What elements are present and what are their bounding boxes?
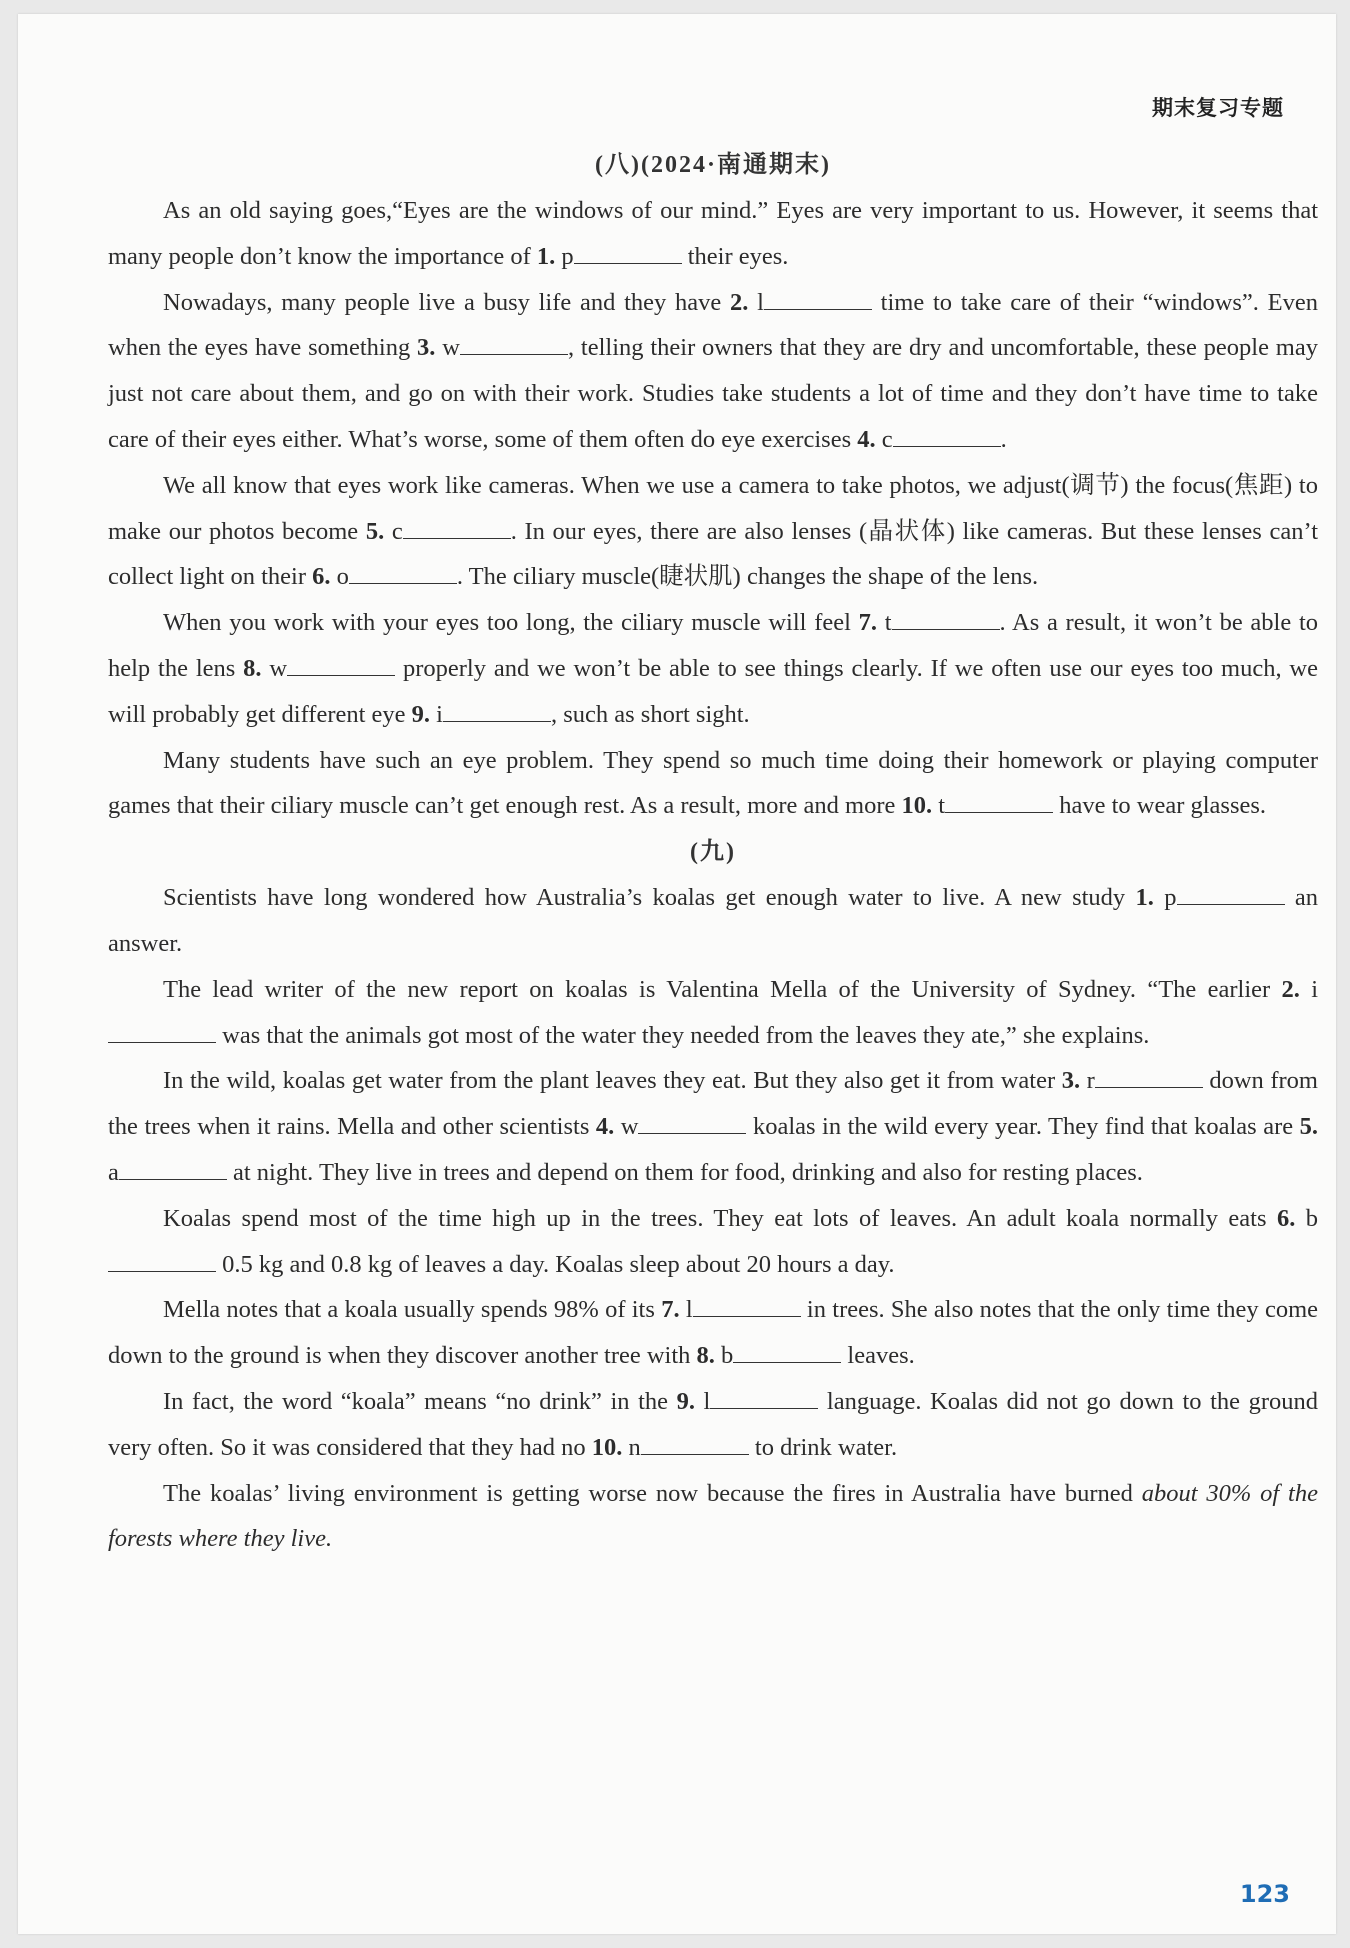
blank-initial-letter: t xyxy=(932,792,946,820)
worksheet-page xyxy=(18,14,1336,1934)
blank-initial-letter: i xyxy=(430,700,443,728)
answer-blank[interactable] xyxy=(574,243,682,264)
question-number: 1. xyxy=(536,242,556,270)
blank-initial-letter: p xyxy=(1153,884,1177,912)
passage-paragraph xyxy=(108,738,1318,830)
passage-paragraph xyxy=(108,463,1318,600)
question-number: 4. xyxy=(857,425,876,453)
question-number: 3. xyxy=(1061,1067,1081,1095)
answer-blank[interactable] xyxy=(108,1251,216,1272)
paragraph-text: Many students have such an eye problem. They spend so much time doing their homework or playing computer games that their ciliary muscle can’t get enough rest. As a result, more and more xyxy=(108,746,1318,820)
passage-paragraph xyxy=(108,1379,1318,1471)
blank-initial-letter: c xyxy=(384,517,403,545)
paragraph-text: . In our eyes, there are also lenses (晶状体) like cameras. But these lenses can’t collect light on their xyxy=(108,517,1318,591)
answer-blank[interactable] xyxy=(641,1434,749,1455)
blank-initial-letter: b xyxy=(714,1342,734,1370)
paragraph-text: The lead writer of the new report on koalas is Valentina Mella of the University of Sydney. “The earlier xyxy=(163,975,1282,1003)
paragraph-text: . As a result, it won’t be able to help the lens xyxy=(108,609,1319,682)
blank-initial-letter: c xyxy=(875,425,893,453)
paragraph-text: We all know that eyes work like cameras. When we use a camera to take photos, we adjust(调节) the focus(焦距) to make our photos become xyxy=(108,471,1318,545)
passage-paragraph xyxy=(108,1287,1318,1379)
question-number: 3. xyxy=(417,334,436,362)
question-number: 5. xyxy=(365,517,385,545)
paragraph-text: In fact, the word “koala” means “no drink” in the xyxy=(163,1387,677,1415)
blank-initial-letter: o xyxy=(330,563,349,591)
answer-blank[interactable] xyxy=(287,655,395,676)
answer-blank[interactable] xyxy=(460,334,568,355)
paragraph-text: time to take care of their “windows”. Even when the eyes have something xyxy=(108,288,1318,362)
passage-paragraph xyxy=(108,600,1318,737)
paragraph-text: Nowadays, many people live a busy life and they have xyxy=(163,288,730,316)
question-number: 6. xyxy=(312,563,331,591)
blank-initial-letter: b xyxy=(1295,1204,1319,1232)
answer-blank[interactable] xyxy=(119,1159,227,1180)
paragraph-text: As an old saying goes,“Eyes are the windows of our mind.” Eyes are very important to us. However, it seems that many people don’t know the importance of xyxy=(108,197,1318,270)
blank-initial-letter: w xyxy=(435,334,460,362)
answer-blank[interactable] xyxy=(710,1388,818,1409)
question-number: 1. xyxy=(1135,884,1154,912)
question-number: 5. xyxy=(1299,1113,1318,1141)
paragraph-text: an answer. xyxy=(108,884,1319,957)
paragraph-text: In the wild, koalas get water from the plant leaves they eat. But they also get it from water xyxy=(163,1067,1062,1095)
answer-blank[interactable] xyxy=(693,1296,801,1317)
blank-initial-letter: w xyxy=(614,1113,639,1141)
question-number: 2. xyxy=(1281,975,1300,1003)
answer-blank[interactable] xyxy=(764,289,872,310)
paragraph-text: down from the trees when it rains. Mella and other scientists xyxy=(108,1067,1318,1141)
passage-paragraph xyxy=(108,875,1318,967)
paragraph-text: Scientists have long wondered how Australia’s koalas get enough water to live. A new study xyxy=(163,884,1136,912)
paragraph-text: to drink water. xyxy=(748,1433,898,1461)
paragraph-text: in trees. She also notes that the only time they come down to the ground is when they discover another tree with xyxy=(108,1296,1319,1370)
section-title: (九) xyxy=(690,839,736,866)
answer-blank[interactable] xyxy=(638,1113,746,1134)
answer-blank[interactable] xyxy=(893,426,1001,447)
question-number: 7. xyxy=(661,1296,680,1324)
blank-initial-letter: n xyxy=(622,1433,641,1461)
answer-blank[interactable] xyxy=(108,1022,216,1043)
page-header: 期末复习专题 xyxy=(1152,96,1284,120)
paragraph-text: 0.5 kg and 0.8 kg of leaves a day. Koalas sleep about 20 hours a day. xyxy=(216,1250,895,1278)
blank-initial-letter: l xyxy=(679,1296,693,1324)
page-content xyxy=(108,142,1318,1562)
blank-initial-letter: a xyxy=(108,1158,119,1186)
blank-initial-letter: l xyxy=(694,1387,711,1415)
answer-blank[interactable] xyxy=(443,701,551,722)
paragraph-text-italic: about 30% of the forests where they live. xyxy=(108,1479,1318,1553)
blank-initial-letter: l xyxy=(748,288,764,316)
section-title: (八)(2024·南通期末) xyxy=(595,152,831,178)
paragraph-text: properly and we won’t be able to see things clearly. If we often use our eyes too much, we will probably get different eye xyxy=(108,654,1318,728)
answer-blank[interactable] xyxy=(945,792,1053,813)
question-number: 6. xyxy=(1276,1204,1296,1232)
passage-paragraph xyxy=(108,1196,1318,1288)
question-number: 7. xyxy=(858,609,877,637)
paragraph-text: . xyxy=(1000,425,1007,453)
paragraph-text: leaves. xyxy=(841,1342,915,1370)
question-number: 8. xyxy=(696,1342,715,1370)
paragraph-text: was that the animals got most of the water they needed from the leaves they ate,” she explains. xyxy=(216,1021,1150,1049)
blank-initial-letter: i xyxy=(1299,975,1319,1003)
paragraph-text: their eyes. xyxy=(681,242,789,270)
passage-paragraph xyxy=(108,280,1318,463)
passage-paragraph xyxy=(108,967,1318,1059)
question-number: 9. xyxy=(676,1387,695,1415)
paragraph-text: Mella notes that a koala usually spends 98% of its xyxy=(163,1296,662,1324)
paragraph-text: The koalas’ living environment is getting worse now because the fires in Australia have burned xyxy=(163,1479,1142,1507)
question-number: 9. xyxy=(411,700,431,728)
page-number: 123 xyxy=(1239,1880,1290,1908)
answer-blank[interactable] xyxy=(403,518,511,539)
passage-paragraph xyxy=(108,1058,1318,1195)
answer-blank[interactable] xyxy=(1095,1067,1203,1088)
paragraph-text: language. Koalas did not go down to the ground very often. So it was considered that they had no xyxy=(108,1387,1319,1461)
blank-initial-letter: w xyxy=(261,654,288,682)
paragraph-text: at night. They live in trees and depend on them for food, drinking and also for resting places. xyxy=(226,1158,1143,1186)
question-number: 8. xyxy=(243,654,262,682)
paragraph-text: . The ciliary muscle(睫状肌) changes the shape of the lens. xyxy=(456,563,1039,591)
answer-blank[interactable] xyxy=(892,609,1000,630)
passage-paragraph xyxy=(108,188,1318,280)
question-number: 10. xyxy=(591,1433,623,1461)
paragraph-text: koalas in the wild every year. They find that koalas are xyxy=(746,1113,1300,1141)
paragraph-text: When you work with your eyes too long, the ciliary muscle will feel xyxy=(163,609,859,637)
paragraph-text: , telling their owners that they are dry and uncomfortable, these people may just not care about them, and go on with their work. Studies take students a lot of time and they don’t have time to take care of their eyes either. What’s worse, some of them often do eye exercises xyxy=(108,334,1318,453)
answer-blank[interactable] xyxy=(349,563,457,584)
passage-paragraph xyxy=(108,1471,1318,1563)
blank-initial-letter: t xyxy=(877,609,892,637)
question-number: 2. xyxy=(730,288,749,316)
question-number: 4. xyxy=(595,1113,615,1141)
answer-blank[interactable] xyxy=(733,1342,841,1363)
answer-blank[interactable] xyxy=(1177,884,1285,905)
paragraph-text: , such as short sight. xyxy=(550,700,750,728)
blank-initial-letter: p xyxy=(555,242,574,270)
question-number: 10. xyxy=(901,792,933,820)
paragraph-text: Koalas spend most of the time high up in the trees. They eat lots of leaves. An adult koala normally eats xyxy=(163,1204,1277,1232)
blank-initial-letter: r xyxy=(1080,1067,1095,1095)
paragraph-text: have to wear glasses. xyxy=(1053,792,1267,820)
